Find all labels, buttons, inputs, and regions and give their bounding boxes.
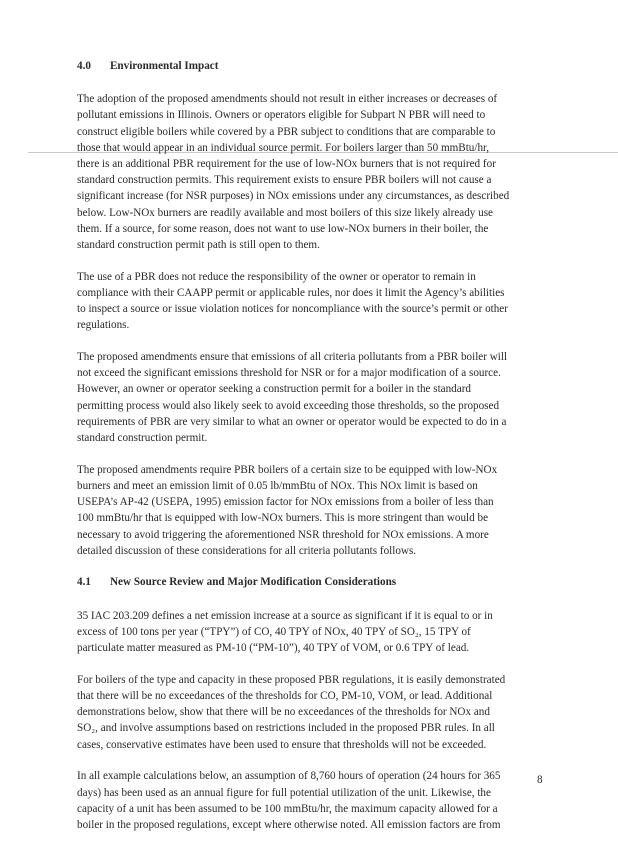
text-line: For boilers of the type and capacity in these proposed PBR regulations, it is easily demonstrated	[77, 673, 506, 686]
paragraph-adoption	[77, 91, 557, 253]
text-line: that there will be no exceedances of the thresholds for CO, PM-10, VOM, or lead. Additional	[77, 690, 493, 702]
text-line: particulate matter measured as PM-10 (“PM-10”), 40 TPY of VOM, or 0.6 TPY of lead.	[77, 642, 470, 655]
section-number: 4.1	[77, 576, 91, 589]
text-line: days) has been used as an annual figure for full potential utilization of the unit. Likewise, the	[77, 786, 491, 799]
text-line: compliance with their CAAPP permit or applicable rules, nor does it limit the Agency’s abilities	[77, 286, 505, 299]
text-line: pollutant emissions in Illinois. Owners or operators eligible for Subpart N PBR will need to	[77, 109, 486, 122]
text-line: boiler in the proposed regulations, except where otherwise noted. All emission factors are from	[77, 818, 501, 831]
text-line: In all example calculations below, an assumption of 8,760 hours of operation (24 hours for 365	[77, 770, 501, 783]
text-line: However, an owner or operator seeking a construction permit for a boiler in the standard	[77, 383, 471, 396]
text-line: burners and meet an emission limit of 0.05 lb/mmBtu of NOx. This NOx limit is based on	[77, 479, 478, 492]
text-line: The proposed amendments require PBR boilers of a certain size to be equipped with low-NOx	[77, 463, 498, 476]
section-title: Environmental Impact	[110, 60, 219, 72]
text-line: those that would appear in an individual source permit. For boilers larger than 50 mmBtu/hr,	[77, 141, 490, 154]
text-line: excess of 100 tons per year (“TPY”) of CO, 40 TPY of NOx, 40 TPY of SO₂, 15 TPY of	[77, 625, 471, 638]
text-line: regulations.	[77, 319, 130, 332]
paragraph-net-emission	[77, 608, 557, 657]
paragraph-thresholds	[77, 672, 557, 753]
page-number: 8	[537, 774, 543, 786]
text-line: construct eligible boilers while covered by a PBR subject to conditions that are comparable to	[77, 125, 496, 138]
text-line: 35 IAC 203.209 defines a net emission increase at a source as significant if it is equal to or in	[77, 609, 493, 622]
text-line: significant increase (for NSR purposes) in NOx emissions under any circumstances, as described	[77, 190, 510, 203]
paragraph-criteria-pollutants	[77, 349, 557, 446]
text-line: standard construction permit path is still open to them.	[77, 239, 320, 252]
text-line: 100 mmBtu/hr that is equipped with low-NOx burners. This is more stringent than would be	[77, 512, 489, 525]
text-line: them. If a source, for some reason, does not want to use low-NOx burners in their boiler, the	[77, 222, 489, 235]
text-line: there is an additional PBR requirement for the use of low-NOx burners that is not required for	[77, 158, 496, 171]
text-line: cases, conservative estimates have been used to ensure that thresholds will not be exceeded.	[77, 738, 487, 751]
text-line: to inspect a source or issue violation notices for noncompliance with the source’s permit or other	[77, 303, 508, 316]
text-line: below. Low-NOx burners are readily available and most boilers of this size likely already use	[77, 206, 493, 219]
section-4-1-heading	[77, 574, 557, 590]
text-line: The proposed amendments ensure that emissions of all criteria pollutants from a PBR boiler will	[77, 351, 508, 364]
page-content	[77, 58, 557, 849]
text-line: USEPA’s AP-42 (USEPA, 1995) emission factor for NOx emissions from a boiler of less than	[77, 496, 494, 509]
text-line: standard construction permit.	[77, 432, 208, 445]
text-line: not exceed the significant emissions threshold for NSR or for a major modification of a source.	[77, 367, 501, 380]
section-4-0-heading	[77, 58, 557, 74]
paragraph-calculations	[77, 768, 557, 833]
text-line: necessary to avoid triggering the aforementioned NSR threshold for NOx emissions. A more	[77, 528, 489, 541]
text-line: standard construction permits. This requirement exists to ensure PBR boilers will not cause a	[77, 174, 492, 187]
section-title: New Source Review and Major Modification Considerations	[110, 576, 397, 589]
paragraph-low-nox	[77, 462, 557, 559]
text-line: detailed discussion of these considerations for all criteria pollutants follows.	[77, 544, 417, 557]
text-line: demonstrations below, show that there will be no exceedances of the thresholds for NOx and	[77, 706, 490, 719]
text-line: requirements of PBR are very similar to what an owner or operator would be expected to do in a	[77, 415, 507, 428]
text-line: SO₂, and involve assumptions based on restrictions included in the proposed PBR rules. In all	[77, 722, 495, 735]
text-line: permitting process would also likely seek to avoid exceeding those thresholds, so the proposed	[77, 399, 500, 412]
text-line: The use of a PBR does not reduce the responsibility of the owner or operator to remain in	[77, 270, 476, 283]
text-line: capacity of a unit has been assumed to be 100 mmBtu/hr, the maximum capacity allowed for a	[77, 802, 498, 815]
section-number: 4.0	[77, 60, 91, 72]
paragraph-responsibility	[77, 269, 557, 334]
text-line: The adoption of the proposed amendments should not result in either increases or decreases of	[77, 93, 498, 106]
